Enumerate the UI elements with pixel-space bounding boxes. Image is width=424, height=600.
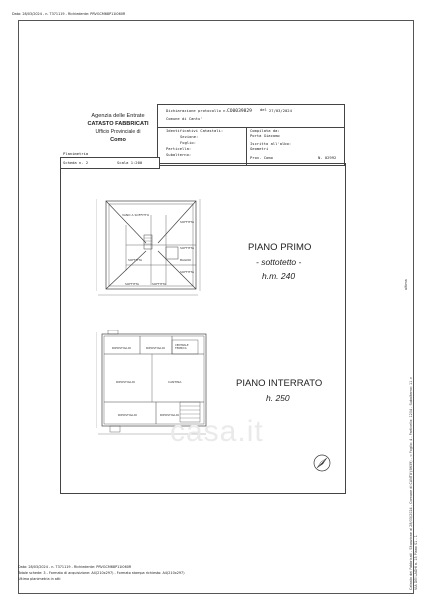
prov-number: N. 02992 — [318, 155, 337, 160]
declaration-comune: Comune di Cantu' — [166, 116, 203, 121]
declaration-box — [157, 104, 345, 166]
ident-label: Identificativi Catastali: — [166, 128, 224, 133]
declaration-del-label: del — [260, 107, 267, 112]
north-arrow-icon — [312, 453, 332, 473]
room-label: CANTINA — [168, 380, 182, 384]
side-tag: ultima — [404, 279, 408, 290]
agency-office: Ufficio Provinciale di — [95, 129, 141, 135]
room-label: SOFFITTA — [125, 282, 140, 286]
compilata-label: Compilata da: — [250, 128, 280, 133]
watermark-text: casa.it — [170, 415, 264, 448]
room-label: BAGNO — [180, 258, 191, 262]
room-label: SOFFITTA — [152, 282, 167, 286]
room-label: RIPOSTIGLIO — [118, 413, 138, 417]
declaration-column-separator — [246, 127, 247, 165]
upper-floor-subtitle: - sottotetto - — [256, 257, 302, 267]
side-caption: Catasto dei Fabbricati - Situazione al 28/03/2024 - Comune di CANTU'(B639) - < Foglio: 4 - Particella: 1204 - Subalterno: 11 > — [409, 376, 413, 590]
ident-foglio: Foglio: — [180, 140, 197, 145]
declaration-protocol: CO0039829 — [227, 109, 252, 114]
footer-line-1: Data: 28/03/2024 - n. T371119 - Richiedente: PRVGCM68P11I060R — [18, 565, 132, 569]
sheet-scheda: Scheda n. 2 — [63, 160, 89, 165]
sheet-tab — [60, 151, 160, 169]
room-label: RIPOSTIGLIO — [146, 346, 166, 350]
prov-label: Prov. Como — [250, 155, 273, 160]
room-label: SOFFITTA — [180, 246, 195, 250]
sheet-scala: Scala 1:200 — [117, 160, 143, 165]
room-label: RIPOSTIGLIO — [160, 413, 180, 417]
ident-particella: Particella: — [166, 146, 192, 151]
room-label: RIPOSTIGLIO — [112, 346, 132, 350]
sheet-title: Planimetria — [63, 151, 89, 156]
ident-sezione: Sezione: — [180, 134, 199, 139]
iscritto-label: Iscritto all'albo: — [250, 141, 292, 146]
declaration-date: 27/03/2024 — [269, 108, 292, 113]
document-header: Data: 28/03/2024 - n. T371119 - Richiedente: PRVGCM68P11I060R — [12, 12, 126, 16]
upper-floor-height: h.m. 240 — [262, 271, 296, 281]
iscritto-value: Geometri — [250, 146, 269, 151]
sheet-tab-line — [60, 157, 160, 158]
side-caption-address: VIA DEI LAGHI n. 15 Piano S1 - 1 — [414, 535, 418, 590]
room-label: VANO A SOFFITTO — [122, 213, 150, 217]
room-label: SOFFITTA — [128, 258, 143, 262]
compilata-name: Porta Giacomo — [250, 133, 280, 138]
agency-city: Como — [110, 137, 126, 143]
footer-line-3: Ultima planimetria in atti — [18, 577, 61, 581]
room-label: RIPOSTIGLIO — [116, 380, 136, 384]
agency-block — [82, 112, 154, 144]
lower-floor-title: PIANO INTERRATO — [236, 378, 323, 389]
agency-name: Agenzia delle Entrate — [91, 113, 145, 119]
lower-floor-height: h. 250 — [266, 393, 290, 403]
room-label: SOFFITTA — [180, 220, 195, 224]
room-label: CENTRALE TERMICA — [175, 344, 189, 350]
declaration-label: Dichiarazione protocollo n. — [166, 108, 228, 113]
upper-floor-title: PIANO PRIMO — [248, 242, 312, 253]
footer-line-2: Totale schede: 3 - Formato di acquisizione: A4(210x297) - Formato stampa richiesto: A4(210x297) — [18, 571, 185, 575]
agency-catasto: CATASTO FABBRICATI — [87, 121, 149, 127]
ident-subalterno: Subalterno: — [166, 152, 192, 157]
room-label: SOFFITTA — [180, 270, 195, 274]
